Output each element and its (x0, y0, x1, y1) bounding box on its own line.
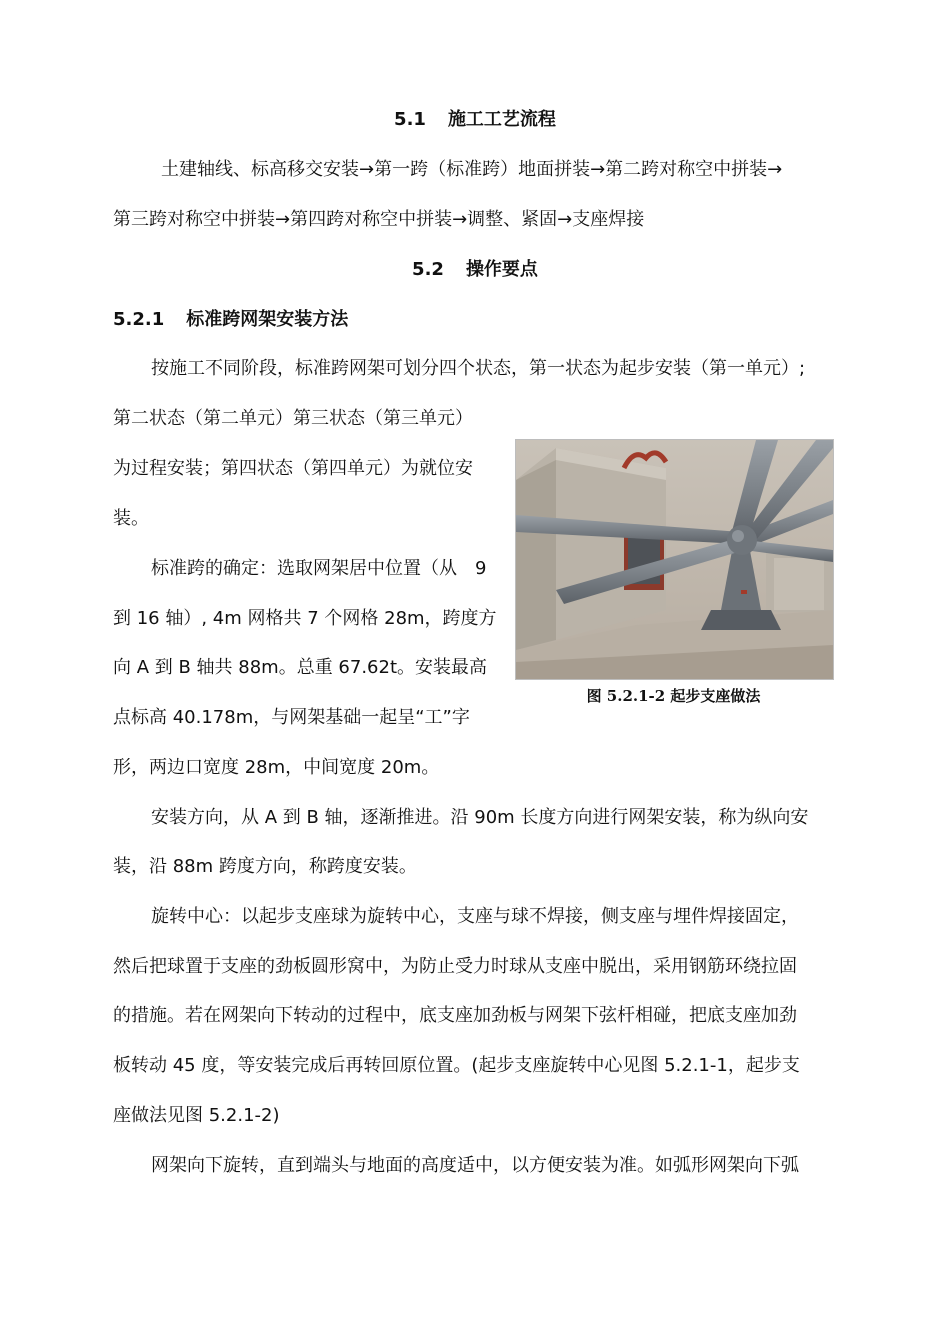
section-number: 5.1 (394, 109, 426, 130)
flow-line-2: 第三跨对称空中拼装→第四跨对称空中拼装→调整、紧固→支座焊接 (113, 209, 645, 230)
para5-line-1: 网架向下旋转，直到端头与地面的高度适中，以方便安装为准。如弧形网架向下弧 (151, 1155, 799, 1176)
para2-line-1: 标准跨的确定：选取网架居中位置（从 9 (151, 558, 487, 579)
section-5-1-heading (0, 108, 950, 132)
figure-caption: 图 5.2.1-2 起步支座做法 (586, 687, 761, 705)
para1-line-4: 装。 (113, 508, 149, 529)
para3-line-1: 安装方向，从 A 到 B 轴，逐渐推进。沿 90m 长度方向进行网架安装，称为纵向安 (151, 807, 809, 828)
para1-line-1: 按施工不同阶段，标准跨网架可划分四个状态，第一状态为起步安装（第一单元）; (151, 358, 806, 379)
section-title: 操作要点 (465, 259, 538, 280)
para4-line-2: 然后把球置于支座的劲板圆形窝中，为防止受力时球从支座中脱出，采用钢筋环绕拉固 (113, 956, 797, 977)
para4-line-5: 座做法见图 5.2.1-2) (113, 1105, 280, 1126)
para4-line-3: 的措施。若在网架向下转动的过程中，底支座加劲板与网架下弦杆相碰，把底支座加劲 (113, 1005, 797, 1026)
para2-line-4: 点标高 40.178m，与网架基础一起呈“工”字 (113, 707, 470, 728)
para2-line-5: 形，两边口宽度 28m，中间宽度 20m。 (113, 757, 440, 778)
para4-line-1: 旋转中心：以起步支座球为旋转中心，支座与球不焊接，侧支座与埋件焊接固定， (151, 906, 799, 927)
para3-line-2: 装，沿 88m 跨度方向，称跨度安装。 (113, 856, 417, 877)
section-title: 施工工艺流程 (447, 109, 556, 130)
flow-line-1: 土建轴线、标高移交安装→第一跨（标准跨）地面拼装→第二跨对称空中拼装→ (161, 159, 783, 180)
section-title: 标准跨网架安装方法 (186, 309, 349, 330)
section-number: 5.2 (412, 259, 444, 280)
para4-line-4: 板转动 45 度，等安装完成后再转回原位置。(起步支座旋转中心见图 5.2.1-1，起步支 (113, 1055, 800, 1076)
support-photo (515, 439, 834, 680)
para1-line-2: 第二状态（第二单元）第三状态（第三单元） (113, 408, 473, 429)
section-5-2-heading (0, 258, 950, 282)
section-5-2-1-heading (113, 308, 348, 332)
section-number: 5.2.1 (113, 309, 165, 330)
para2-line-3: 向 A 到 B 轴共 88m。总重 67.62t。安装最高 (113, 657, 488, 678)
para2-line-2: 到 16 轴）, 4m 网格共 7 个网格 28m，跨度方 (113, 608, 497, 629)
para1-line-3: 为过程安装；第四状态（第四单元）为就位安 (113, 458, 473, 479)
